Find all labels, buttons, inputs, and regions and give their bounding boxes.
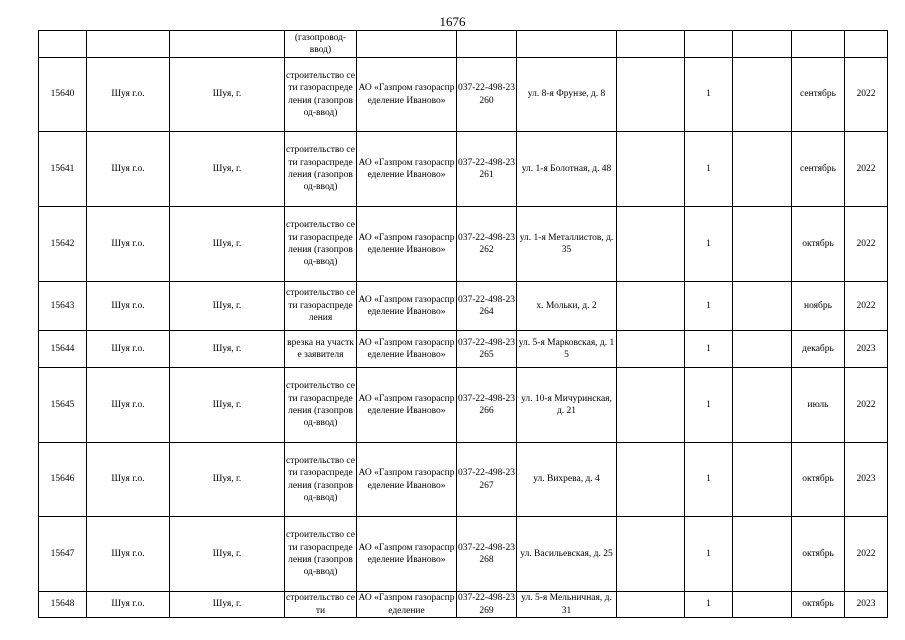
row-district-text: Шуя г.о. — [111, 399, 145, 410]
row-code-text: 037-22-498-23264 — [458, 294, 515, 317]
row-id-text: 15647 — [50, 548, 75, 559]
row-month — [792, 207, 845, 282]
row-address-text: х. Мольки, д. 2 — [536, 300, 597, 311]
row-month-text: октябрь — [802, 474, 834, 485]
row-settlement-text: Шуя, г. — [212, 548, 242, 559]
row-district-text: Шуя г.о. — [111, 163, 145, 174]
row-year-text: 2022 — [856, 89, 876, 100]
row-code-text: 037-22-498-23262 — [458, 232, 515, 255]
row-id-text: 15643 — [50, 300, 75, 311]
row-organization-text: АО «Газпром газораспределение Иваново» — [358, 232, 455, 255]
row-address — [517, 592, 617, 618]
row-empty-1 — [617, 368, 685, 443]
row-organization-text: АО «Газпром газораспределение Иваново» — [358, 83, 455, 106]
row-organization — [357, 282, 457, 331]
table-row — [39, 331, 888, 368]
table-row — [39, 207, 888, 282]
row-month-text: сентябрь — [800, 89, 836, 100]
row-month — [792, 331, 845, 368]
table-row — [39, 592, 888, 618]
row-address — [517, 331, 617, 368]
row-empty-1 — [617, 207, 685, 282]
row-organization — [357, 58, 457, 132]
row-year-text: 2022 — [856, 163, 876, 174]
row-district-text: Шуя г.о. — [111, 343, 145, 354]
row-quantity — [685, 368, 733, 443]
row-quantity-text: 1 — [706, 89, 711, 100]
row-year-text: 2022 — [856, 300, 876, 311]
row-address-text: ул. 5-я Марковская, д. 15 — [518, 337, 615, 360]
row-year — [845, 282, 888, 331]
row-id-text: 15648 — [50, 599, 75, 610]
row-year — [845, 58, 888, 132]
row-empty-2 — [733, 331, 792, 368]
row-organization — [357, 132, 457, 207]
row-quantity-text: 1 — [706, 300, 711, 311]
row-year-text: 2023 — [856, 474, 876, 485]
row-address — [517, 517, 617, 592]
row-address — [517, 207, 617, 282]
row-work-type-text: строительство сети газораспределения (газопровод-ввод) — [286, 70, 355, 118]
table-row — [39, 368, 888, 443]
row-empty-2 — [733, 282, 792, 331]
row-empty-1 — [617, 282, 685, 331]
row-organization — [357, 207, 457, 282]
row-district — [87, 592, 170, 618]
row-organization — [357, 331, 457, 368]
row-district — [87, 368, 170, 443]
row-district — [87, 517, 170, 592]
row-code-text: 037-22-498-23267 — [458, 468, 515, 491]
row-district — [87, 207, 170, 282]
row-month — [792, 517, 845, 592]
row-year — [845, 368, 888, 443]
row-empty-1 — [617, 592, 685, 618]
row-id — [39, 331, 87, 368]
row-settlement-text: Шуя, г. — [212, 163, 242, 174]
row-month — [792, 443, 845, 517]
row-code-text: 037-22-498-23269 — [458, 593, 515, 616]
row-code — [457, 58, 517, 132]
row-settlement — [170, 282, 285, 331]
row-work-type-text: строительство сети газораспределения (газопровод-ввод) — [286, 220, 355, 268]
row-work-type-text: строительство сети газораспределения (газопровод-ввод) — [286, 530, 355, 578]
row-id — [39, 443, 87, 517]
row-work-type-text: врезка на участке заявителя — [287, 337, 354, 360]
row-work-type-text: строительство сети газораспределения — [286, 288, 355, 324]
row-quantity-text: 1 — [706, 343, 711, 354]
row-id — [39, 517, 87, 592]
row-quantity — [685, 207, 733, 282]
row-empty-1 — [617, 58, 685, 132]
page-number: 1676 — [439, 14, 466, 29]
row-code — [457, 517, 517, 592]
row-code — [457, 443, 517, 517]
row-work-type — [285, 443, 357, 517]
row-district-text: Шуя г.о. — [111, 548, 145, 559]
row-organization — [357, 517, 457, 592]
row-district — [87, 282, 170, 331]
row-quantity — [685, 132, 733, 207]
row-year — [845, 132, 888, 207]
row-id-text: 15645 — [50, 399, 75, 410]
row-year-text: 2022 — [856, 399, 876, 410]
row-settlement — [170, 132, 285, 207]
row-empty-1 — [617, 331, 685, 368]
row-work-type — [285, 58, 357, 132]
row-district-text: Шуя г.о. — [111, 238, 145, 249]
continuation-row — [39, 31, 888, 58]
row-quantity — [685, 592, 733, 618]
row-organization-text: АО «Газпром газораспределение Иваново» — [358, 337, 455, 360]
row-address-text: ул. 5-я Мельничная, д. 31 — [521, 593, 612, 616]
row-year-text: 2023 — [856, 343, 876, 354]
row-id-text: 15646 — [50, 474, 75, 485]
row-address — [517, 58, 617, 132]
row-settlement — [170, 443, 285, 517]
row-id-text: 15642 — [50, 238, 75, 249]
row-district-text: Шуя г.о. — [111, 599, 145, 610]
row-settlement-text: Шуя, г. — [212, 89, 242, 100]
row-month-text: декабрь — [802, 343, 834, 354]
row-quantity — [685, 443, 733, 517]
row-code-text: 037-22-498-23265 — [458, 337, 515, 360]
row-district — [87, 331, 170, 368]
row-year — [845, 517, 888, 592]
row-month-text: октябрь — [802, 238, 834, 249]
row-empty-2 — [733, 443, 792, 517]
row-empty-2 — [733, 207, 792, 282]
row-quantity-text: 1 — [706, 548, 711, 559]
row-id — [39, 207, 87, 282]
row-work-type — [285, 368, 357, 443]
row-address-text: ул. 1-я Болотная, д. 48 — [521, 163, 612, 174]
row-id — [39, 592, 87, 618]
row-work-type-text: строительство сети газораспределения (газопровод-ввод) — [286, 381, 355, 429]
row-code-text: 037-22-498-23260 — [458, 83, 515, 106]
row-address-text: ул. 1-я Металлистов, д. 35 — [519, 232, 614, 255]
row-code — [457, 207, 517, 282]
row-settlement — [170, 592, 285, 618]
row-work-type — [285, 207, 357, 282]
row-id — [39, 282, 87, 331]
row-settlement — [170, 368, 285, 443]
row-address-text: ул. 10-я Мичуринская, д. 21 — [521, 393, 612, 416]
row-address — [517, 282, 617, 331]
row-id — [39, 368, 87, 443]
row-month-text: октябрь — [802, 599, 834, 610]
row-work-type — [285, 282, 357, 331]
row-settlement-text: Шуя, г. — [212, 474, 242, 485]
row-year — [845, 207, 888, 282]
row-quantity-text: 1 — [706, 238, 711, 249]
row-id-text: 15644 — [50, 343, 75, 354]
row-organization-text: АО «Газпром газораспределение Иваново» — [358, 468, 455, 491]
row-district-text: Шуя г.о. — [111, 474, 145, 485]
row-district — [87, 58, 170, 132]
row-quantity-text: 1 — [706, 599, 711, 610]
row-month — [792, 282, 845, 331]
row-empty-2 — [733, 592, 792, 618]
row-district-text: Шуя г.о. — [111, 89, 145, 100]
row-organization — [357, 443, 457, 517]
table-row — [39, 132, 888, 207]
row-organization-text: АО «Газпром газораспределение Иваново» — [358, 393, 455, 416]
row-quantity-text: 1 — [706, 399, 711, 410]
row-address — [517, 132, 617, 207]
row-month — [792, 592, 845, 618]
row-quantity-text: 1 — [706, 163, 711, 174]
row-quantity-text: 1 — [706, 474, 711, 485]
row-organization-text: АО «Газпром газораспределение Иваново» — [358, 157, 455, 180]
continuation-work-type: (газопровод- ввод) — [285, 31, 357, 58]
row-work-type-text: строительство сети — [286, 593, 355, 616]
row-month-text: октябрь — [802, 548, 834, 559]
row-code-text: 037-22-498-23268 — [458, 542, 515, 565]
row-year-text: 2022 — [856, 548, 876, 559]
registry-table — [38, 30, 888, 618]
row-code — [457, 132, 517, 207]
row-empty-2 — [733, 368, 792, 443]
row-month — [792, 368, 845, 443]
row-settlement-text: Шуя, г. — [212, 399, 242, 410]
row-empty-1 — [617, 443, 685, 517]
row-work-type-text: строительство сети газораспределения (газопровод-ввод) — [286, 455, 355, 503]
row-month-text: июль — [807, 399, 829, 410]
row-organization-text: АО «Газпром газораспределение — [358, 593, 455, 616]
row-empty-2 — [733, 132, 792, 207]
row-work-type — [285, 592, 357, 618]
row-year-text: 2022 — [856, 238, 876, 249]
row-code — [457, 282, 517, 331]
row-organization-text: АО «Газпром газораспределение Иваново» — [358, 542, 455, 565]
row-district — [87, 443, 170, 517]
table-row — [39, 443, 888, 517]
row-work-type-text: строительство сети газораспределения (газопровод-ввод) — [286, 145, 355, 193]
row-settlement-text: Шуя, г. — [212, 300, 242, 311]
row-district-text: Шуя г.о. — [111, 300, 145, 311]
row-id — [39, 58, 87, 132]
row-settlement-text: Шуя, г. — [212, 599, 242, 610]
row-code — [457, 368, 517, 443]
row-organization — [357, 592, 457, 618]
row-district — [87, 132, 170, 207]
table-row — [39, 58, 888, 132]
row-id-text: 15641 — [50, 163, 75, 174]
row-empty-1 — [617, 517, 685, 592]
row-month-text: сентябрь — [800, 163, 836, 174]
table-row — [39, 282, 888, 331]
row-code-text: 037-22-498-23266 — [458, 393, 515, 416]
row-settlement-text: Шуя, г. — [212, 238, 242, 249]
table-row — [39, 517, 888, 592]
row-address-text: ул. Вихрева, д. 4 — [533, 474, 600, 485]
row-month-text: ноябрь — [804, 300, 832, 311]
row-settlement — [170, 517, 285, 592]
row-work-type — [285, 331, 357, 368]
row-id — [39, 132, 87, 207]
row-year — [845, 331, 888, 368]
row-id-text: 15640 — [50, 89, 75, 100]
row-address — [517, 443, 617, 517]
row-quantity — [685, 517, 733, 592]
row-empty-2 — [733, 58, 792, 132]
row-empty-1 — [617, 132, 685, 207]
row-quantity — [685, 331, 733, 368]
row-address-text: ул. 8-я Фрунзе, д. 8 — [527, 89, 606, 100]
row-address-text: ул. Васильевская, д. 25 — [520, 548, 613, 559]
row-month — [792, 132, 845, 207]
row-settlement — [170, 331, 285, 368]
row-work-type — [285, 517, 357, 592]
row-code — [457, 592, 517, 618]
row-settlement — [170, 207, 285, 282]
row-year-text: 2023 — [856, 599, 876, 610]
row-quantity — [685, 58, 733, 132]
row-organization — [357, 368, 457, 443]
row-year — [845, 592, 888, 618]
row-month — [792, 58, 845, 132]
row-empty-2 — [733, 517, 792, 592]
row-quantity — [685, 282, 733, 331]
row-settlement-text: Шуя, г. — [212, 343, 242, 354]
row-year — [845, 443, 888, 517]
row-code-text: 037-22-498-23261 — [458, 157, 515, 180]
row-work-type — [285, 132, 357, 207]
row-organization-text: АО «Газпром газораспределение Иваново» — [358, 294, 455, 317]
row-settlement — [170, 58, 285, 132]
row-code — [457, 331, 517, 368]
row-address — [517, 368, 617, 443]
